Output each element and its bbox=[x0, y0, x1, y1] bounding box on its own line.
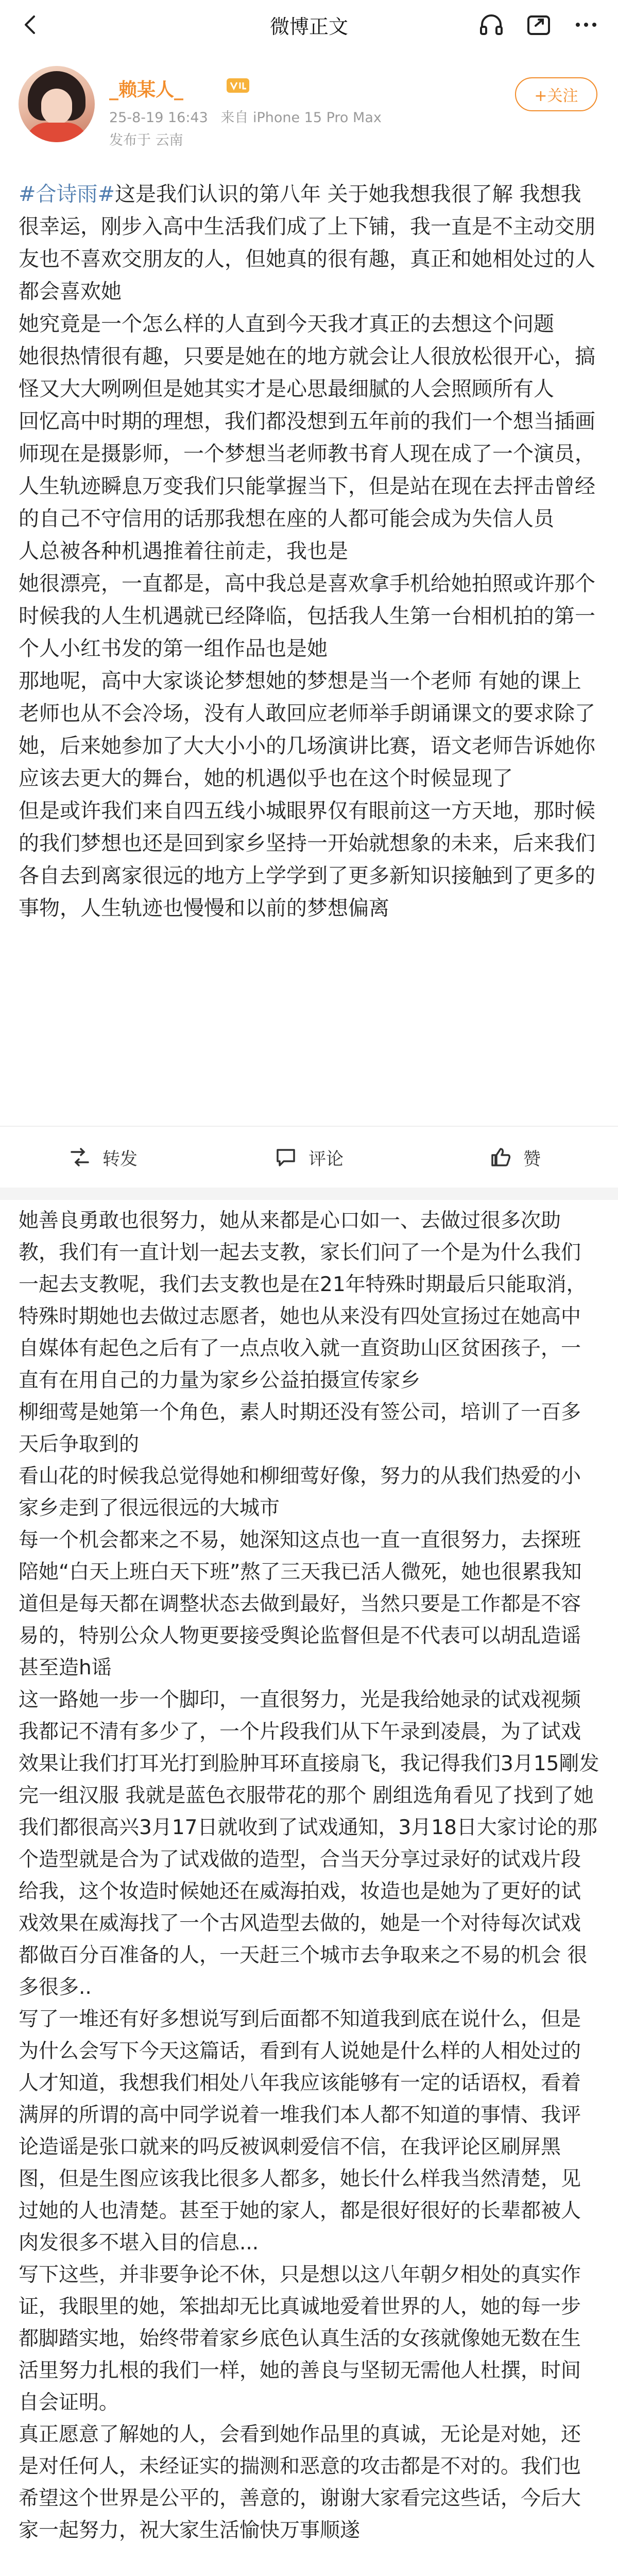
more-dots-icon[interactable] bbox=[573, 11, 599, 38]
back-icon[interactable] bbox=[19, 12, 43, 37]
comment-label: 评论 bbox=[308, 1148, 344, 1170]
hashtag-link[interactable]: #合诗雨# bbox=[19, 182, 115, 206]
post-paragraph: 写了一堆还有好多想说写到后面都不知道我到底在说什么，但是为什么会写下今天这篇话，看到有人说她是什么样的人相处过的人才知道，我想我们相处八年我应该能够有一定的话语权，看着满屏的所谓的高中同学说着一堆我们本人都不知道的事情、我评论造谣是张口就来的吗反被讽刺爱信不信，在我评论区刷屏黑图，但是生图应该我比很多人都多，她长什么样我当然清楚，见过她的人也清楚。甚至于她的家人，都是很好很好的长辈都被人肉发很多不堪入目的信息... bbox=[19, 2008, 581, 2255]
post-paragraph: 她很热情很有趣，只要是她在的地方就会让人很放松很开心，搞怪又大大咧咧但是她其实才是心思最细腻的人会照顾所有人 bbox=[19, 345, 595, 401]
post-action-bar bbox=[0, 1126, 618, 1188]
post-paragraph: 看山花的时候我总觉得她和柳细莺好像，努力的从我们热爱的小家乡走到了很远很远的大城市 bbox=[19, 1465, 581, 1520]
post-paragraph: 她很漂亮，一直都是，高中我总是喜欢拿手机给她拍照或许那个时候我的人生机遇就已经降临，包括我人生第一台相机拍的第一个人小红书发的第一组作品也是她 bbox=[19, 572, 595, 660]
post-paragraph: 那地呢，高中大家谈论梦想她的梦想是当一个老师 有她的课上老师也从不会冷场，没有人敢回应老师举手朗诵课文的要求除了她，后来她参加了大大小小的几场演讲比赛，语文老师告诉她你应该去更大的舞台，她的机遇似乎也在这个时候显现了 bbox=[19, 669, 595, 790]
avatar[interactable] bbox=[19, 66, 95, 142]
repost-icon bbox=[68, 1146, 91, 1168]
author-name[interactable]: _赖某人_ bbox=[109, 79, 184, 100]
repost-label: 转发 bbox=[102, 1148, 138, 1170]
share-icon[interactable] bbox=[525, 11, 552, 38]
post-paragraph: 她究竟是一个怎么样的人直到今天我才真正的去想这个问题 bbox=[19, 312, 554, 336]
comment-icon bbox=[274, 1146, 297, 1168]
post-paragraph: #合诗雨#这是我们认识的第八年 关于她我想我很了解 我想我很幸运，刚步入高中生活我们成了上下铺，我一直是不主动交朋友也不喜欢交朋友的人，但她真的很有趣，真正和她相处过的人都会喜欢她 bbox=[19, 182, 595, 303]
post-time: 25-8-19 16:43 bbox=[109, 110, 208, 126]
page-title: 微博正文 bbox=[269, 15, 348, 38]
like-label: 赞 bbox=[523, 1148, 541, 1170]
post-paragraph: 人总被各种机遇推着往前走，我也是 bbox=[19, 539, 348, 563]
follow-button[interactable]: +关注 bbox=[515, 77, 597, 111]
thumbs-up-icon bbox=[489, 1146, 512, 1168]
post-paragraph: 她善良勇敢也很努力，她从来都是心口如一、去做过很多次助教，我们有一直计划一起去支教，家长们问了一个是为什么我们一起去支教呢，我们去支教也是在21年特殊时期最后只能取消，特殊时期她也去做过志愿者，她也从来没有四处宣扬过在她高中自媒体有起色之后有了一点点收入就一直资助山区贫困孩子，一直有在用自己的力量为家乡公益拍摄宣传家乡 bbox=[19, 1209, 587, 1392]
post-paragraph: 柳细莺是她第一个角色，素人时期还没有签公司，培训了一百多天后争取到的 bbox=[19, 1401, 581, 1456]
section-divider bbox=[0, 1188, 618, 1200]
post-paragraph: 这一路她一步一个脚印，一直很努力，光是我给她录的试戏视频我都记不清有多少了，一个片段我们从下午录到凌晨，为了试戏效果让我们打耳光打到脸肿耳环直接扇飞，我记得我们3月15剛发完一组汉服 我就是蓝色衣服带花的那个 剧组选角看见了找到了她我们都很高兴3月17日就收到了试戏通知，3月18日大家讨论的那个造型就是合为了试戏做的造型，合当天分享过录好的试戏片段给我，这个妆造时候她还在威海拍戏，妆造也是她为了更好的试戏效果在威海找了一个古风造型去做的，她是一个对待每次试戏都做百分百准备的人，一天赶三个城市去争取来之不易的机会 很多很多.. bbox=[19, 1688, 599, 1999]
post-continuation bbox=[19, 1205, 599, 2547]
navbar-actions bbox=[478, 11, 599, 38]
like-button[interactable] bbox=[412, 1145, 618, 1170]
repost-button[interactable] bbox=[0, 1145, 206, 1170]
post-author-header bbox=[0, 66, 618, 179]
post-paragraph: 回忆高中时期的理想，我们都没想到五年前的我们一个想当插画师现在是摄影师，一个梦想当老师教书育人现在成了一个演员，人生轨迹瞬息万变我们只能掌握当下，但是站在现在去抨击曾经的自己不守信用的话那我想在座的人都可能会成为失信人员 bbox=[19, 410, 595, 531]
post-paragraph: 真正愿意了解她的人，会看到她作品里的真诚，无论是对她，还是对任何人，未经证实的揣测和恶意的攻击都是不对的。我们也希望这个世界是公平的，善意的，谢谢大家看完这些话，今后大家一起努力，祝大家生活愉快万事顺遂 bbox=[19, 2423, 581, 2542]
post-paragraph: 但是或许我们来自四五线小城眼界仅有眼前这一方天地，那时候的我们梦想也还是回到家乡坚持一开始就想象的未来，后来我们各自去到离家很远的地方上学学到了更多新知识接触到了更多的事物，人生轨迹也慢慢和以前的梦想偏离 bbox=[19, 799, 595, 920]
post-meta bbox=[109, 106, 390, 126]
post-paragraph: 每一个机会都来之不易，她深知这点也一直一直很努力，去探班陪她“白天上班白天下班”熬了三天我已活人微死，她也很累我知道但是每天都在调整状态去做到最好，当然只要是工作都是不容易的，特别公众人物更要接受舆论监督但是不代表可以胡乱造谣甚至造h谣 bbox=[19, 1529, 582, 1680]
headphones-icon[interactable] bbox=[478, 11, 505, 38]
post-paragraph: 写下这些，并非要争论不休，只是想以这八年朝夕相处的真实作证，我眼里的她，笨拙却无比真诚地爱着世界的人，她的每一步都脚踏实地，始终带着家乡底色认真生活的女孩就像她无数在生活里努力扎根的我们一样，她的善良与坚韧无需他人杜撰，时间自会证明。 bbox=[19, 2263, 581, 2414]
post-source: 来自 iPhone 15 Pro Max bbox=[220, 110, 382, 126]
vip-badge-icon bbox=[226, 76, 250, 95]
top-navbar bbox=[0, 0, 618, 49]
post-location: 发布于 云南 bbox=[109, 132, 183, 148]
post-body bbox=[19, 178, 599, 925]
comment-button[interactable] bbox=[206, 1145, 412, 1170]
